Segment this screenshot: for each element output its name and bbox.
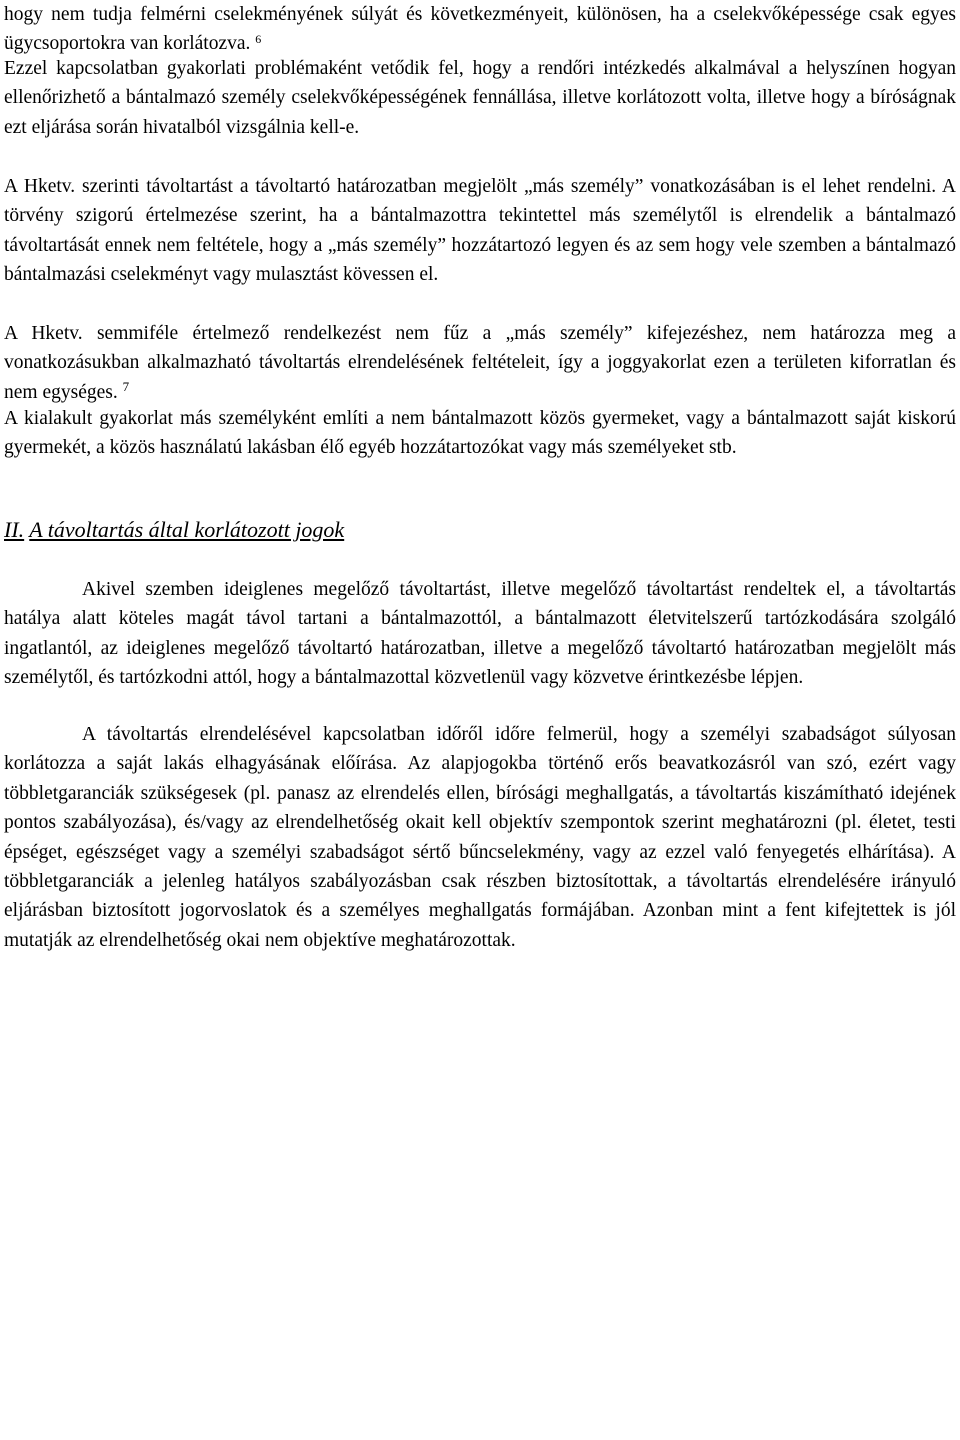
paragraph: hogy nem tudja felmérni cselekményének súlyát és következményeit, különösen, ha a cselekvőképessége csak egyes ügycsoportokra van korlátozva. $^6$ xyxy=(4,4,956,55)
paragraph: A kialakult gyakorlat más személyként említi a nem bántalmazott közös gyermeket, vagy a bántalmazott saját kiskorú gyermekét, a közös használatú lakásban élő egyéb hozzátartozókat vagy más személyeket stb. xyxy=(4,408,956,459)
section-heading: II. A távoltartás által korlátozott jogok xyxy=(4,517,345,542)
document-page xyxy=(4,0,956,1440)
paragraph: A Hketv. szerinti távoltartást a távoltartó határozatban megjelölt „más személy” vonatkozásában is el lehet rendelni. A törvény szigorú értelmezése szerint, ha a bántalmazottra tekintettel más személytől is elrendelik a bántalmazó távoltartását ennek nem feltétele, hogy a „más személy” hozzátartozó legyen és az sem hogy vele szemben a bántalmazó bántalmazási cselekményt vagy mulasztást kövessen el. xyxy=(4,176,956,286)
footnote-ref: 7 xyxy=(122,378,130,394)
paragraph: A távoltartás elrendelésével kapcsolatban időről időre felmerül, hogy a személyi szabadságot súlyosan korlátozza a saját lakás elhagyásának előírása. Az alapjogokba történő erős beavatkozásról van szó, ezért vagy többletgaranciák szükségesek (pl. panasz az elrendelés ellen, bírósági meghallgatás, a távoltartás kiszámítható idejének pontos szabályozása), és/vagy az elrendelhetőség okait kell objektív szempontok szerint meghatározni (pl. életet, testi épséget, egészséget vagy a személyi szabadságot sértő bűncselekmény, vagy az ezzel való fenyegetés elhárítása). A többletgaranciák a jelenleg hatályos szabályozásban csak részben biztosítottak, a távoltartás elrendelésére irányuló eljárásban biztosított jogorvoslatok és a személyes meghallgatás formájában. Azonban mint a fent kifejtettek is jól mutatják az elrendelhetőség okai nem objektíve meghatározottak. xyxy=(4,724,956,951)
footnote-ref: 6 xyxy=(255,32,262,47)
paragraph: Ezzel kapcsolatban gyakorlati problémaként vetődik fel, hogy a rendőri intézkedés alkalmával a helyszínen hogyan ellenőrizhető a bántalmazó személy cselekvőképességének fennállása, illetve korlátozott volta, illetve hogy a bíróságnak ezt eljárása során hivatalból vizsgálnia kell-e. xyxy=(4,58,956,138)
paragraph: Akivel szemben ideiglenes megelőző távoltartást, illetve megelőző távoltartást rendeltek el, a távoltartás hatálya alatt köteles magát távol tartani a bántalmazottól, a bántalmazott életvitelszerű tartózkodására szolgáló ingatlantól, az ideiglenes megelőző távoltartó határozatban, illetve a megelőző távoltartó határozatban megjelölt más személytől, és tartózkodni attól, hogy a bántalmazottal közvetlenül vagy közvetve érintkezésbe lépjen. xyxy=(4,579,956,689)
paragraph: A Hketv. semmiféle értelmező rendelkezést nem fűz a „más személy” kifejezéshez, nem határozza meg a vonatkozásukban alkalmazható távoltartás elrendelésének feltételeit, így a joggyakorlat ezen a területen kiforratlan és nem egységes. $^7$ xyxy=(4,323,956,403)
